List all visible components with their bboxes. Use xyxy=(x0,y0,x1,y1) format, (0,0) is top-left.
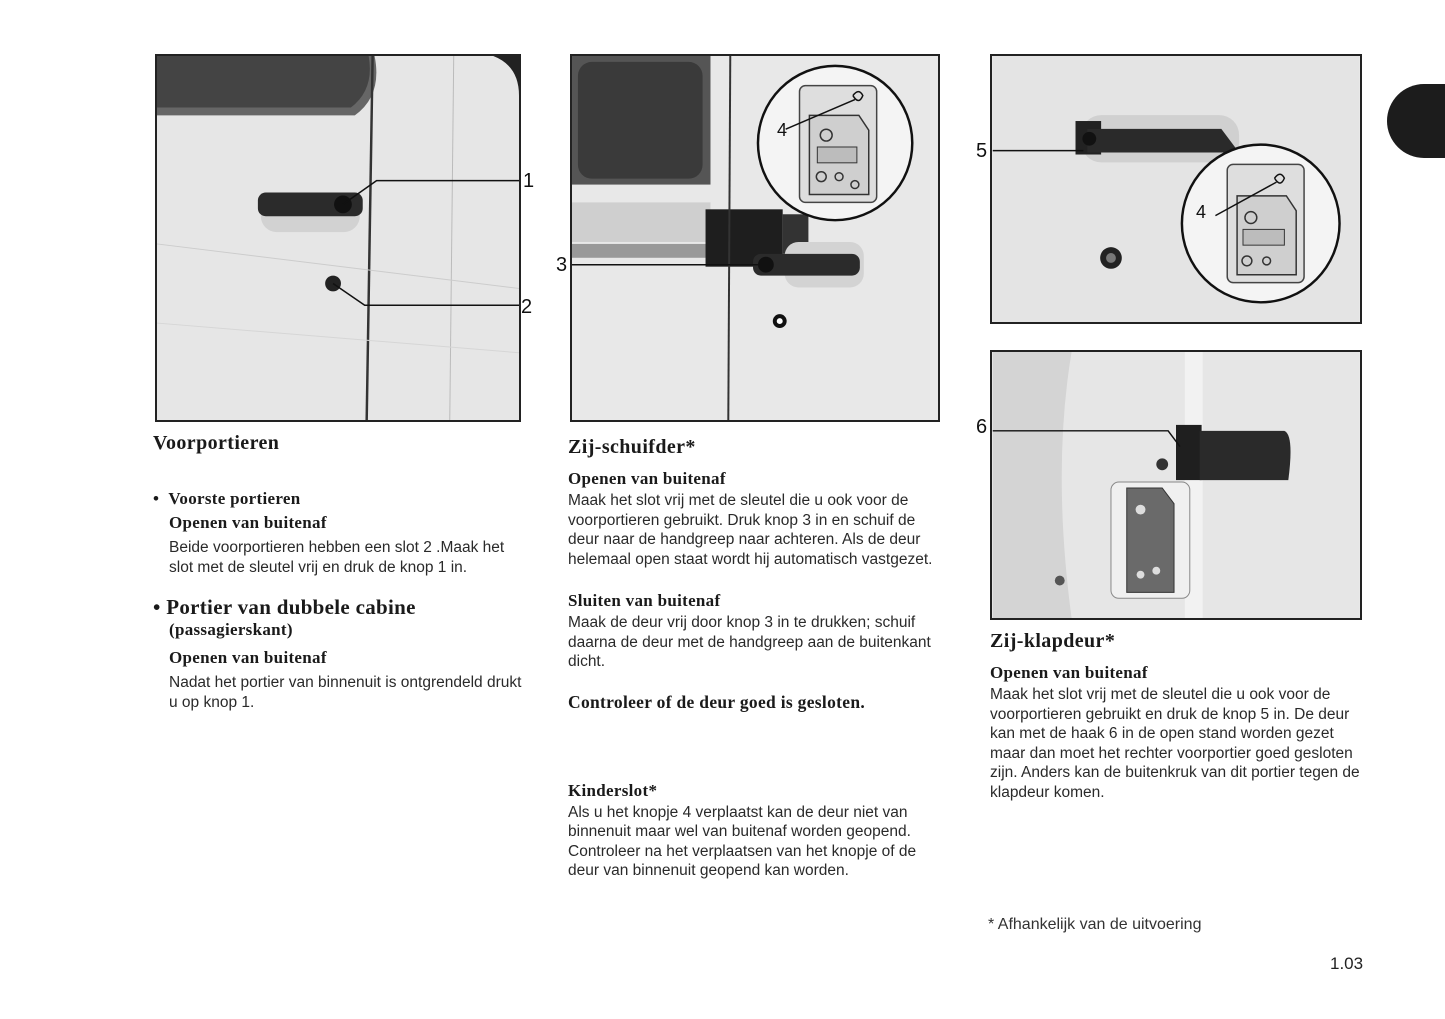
hinged-door-illustration-bottom xyxy=(992,352,1360,618)
bullet-1: • xyxy=(153,489,160,508)
subheading-kinderslot: Kinderslot* xyxy=(568,780,658,800)
section-tab-marker xyxy=(1387,84,1445,158)
subheading-openen-2: Openen van buitenaf xyxy=(169,648,327,667)
callout-6: 6 xyxy=(976,416,988,438)
hinged-door-photo-bottom xyxy=(990,350,1362,620)
section-title-voorportieren: Voorportieren xyxy=(153,432,280,454)
heading-voorste-portieren: Voorste portieren xyxy=(168,489,301,508)
body-voorste-portieren: Beide voorportieren hebben een slot 2 .Maak het slot met de sleutel vrij en druk de knop 1 in. xyxy=(169,539,505,576)
callout-3: 3 xyxy=(556,254,568,276)
callout-5: 5 xyxy=(976,140,988,162)
hinged-door-photo-top xyxy=(990,54,1362,324)
section-title-zij-klapdeur: Zij-klapdeur* xyxy=(990,630,1116,652)
callout-4-sliding: 4 xyxy=(777,120,788,140)
sliding-door-photo xyxy=(570,54,940,422)
body-sluiten: Maak de deur vrij door knop 3 in te drukken; schuif daarna de deur met de handgreep aan de buitenkant dicht. xyxy=(568,614,931,670)
heading-dubbele-cabine: Portier van dubbele cabine xyxy=(166,595,416,619)
front-door-illustration xyxy=(157,56,519,420)
check-door-closed: Controleer of de deur goed is gesloten. xyxy=(568,691,866,712)
subheading-openen-klapdeur: Openen van buitenaf xyxy=(990,663,1148,682)
body-kinderslot: Als u het knopje 4 verplaatst kan de deur niet van binnenuit maar wel van buitenaf worden geopend. Controleer na het verplaatsen van het knopje of de deur van binnenuit geopend kan worden. xyxy=(568,803,917,879)
body-dubbele-cabine: Nadat het portier van binnenuit is ontgrendeld drukt u op knop 1. xyxy=(169,674,522,711)
column-front-doors xyxy=(153,432,523,712)
subheading-openen-schuifdeur: Openen van buitenaf xyxy=(568,469,726,488)
subheading-openen-1: Openen van buitenaf xyxy=(169,513,327,532)
callout-1: 1 xyxy=(523,170,535,192)
callout-2: 2 xyxy=(521,296,533,318)
front-door-photo xyxy=(155,54,521,422)
subheading-sluiten: Sluiten van buitenaf xyxy=(568,591,721,610)
heading-passagierskant: (passagierskant) xyxy=(169,620,293,639)
bullet-2: • xyxy=(153,595,161,619)
body-openen-klapdeur: Maak het slot vrij met de sleutel die u ook voor de voorportieren gebruikt en druk de knop 5 in. De deur kan met de haak 6 in de open stand worden gezet maar dan moet het rechter voorportier goed gesloten zijn. Anders kan de buitenkruk van dit portier tegen de klapdeur komen. xyxy=(990,686,1360,801)
body-openen-schuifdeur: Maak het slot vrij met de sleutel die u ook voor de voorportieren gebruikt. Druk knop 3 in en schuif de deur naar de handgreep naar achteren. Als de deur helemaal open staat wordt hij automatisch vastgezet. xyxy=(568,492,933,568)
page-number: 1.03 xyxy=(1330,954,1364,973)
section-title-zij-schuifdeur: Zij-schuifder* xyxy=(568,436,696,458)
column-sliding-door xyxy=(568,436,940,881)
hinged-door-illustration-top xyxy=(992,56,1360,322)
column-hinged-door xyxy=(990,630,1362,802)
sliding-door-illustration xyxy=(572,56,938,420)
footnote: * Afhankelijk van de uitvoering xyxy=(988,916,1202,933)
callout-4-hinged: 4 xyxy=(1196,202,1207,222)
